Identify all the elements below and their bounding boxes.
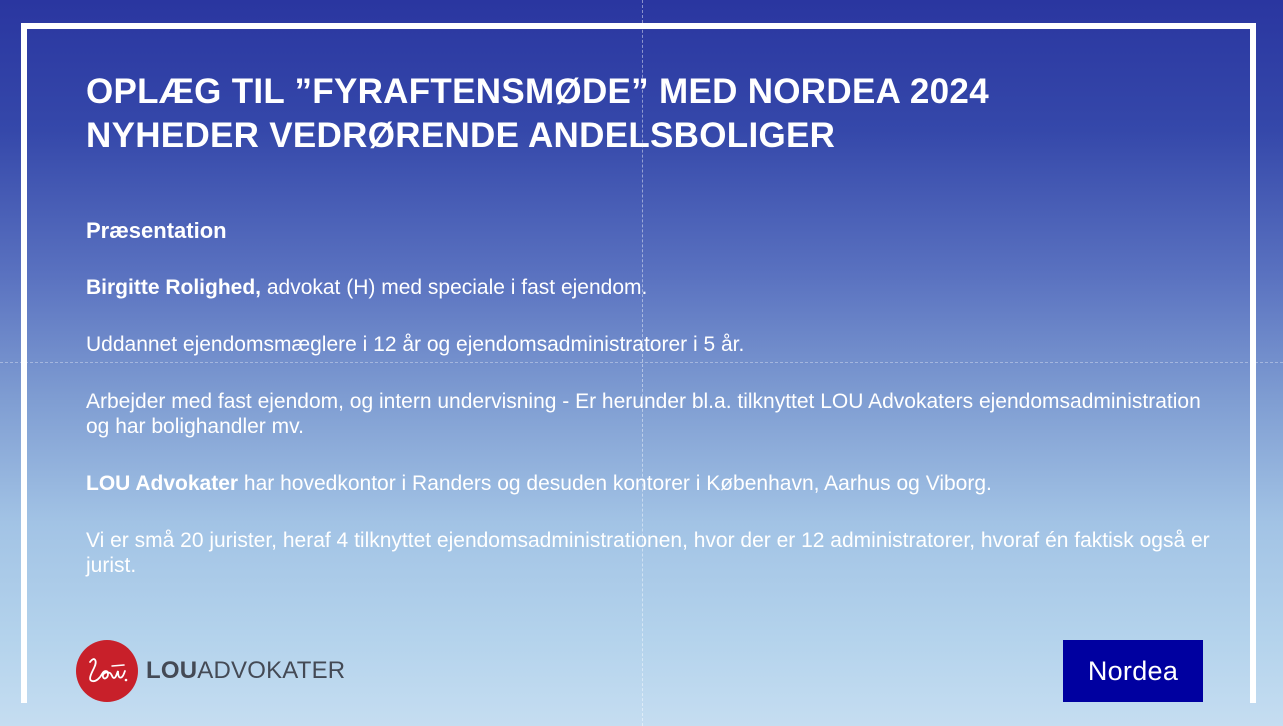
- paragraph-work: Arbejder med fast ejendom, og intern undervisning - Er herunder bl.a. tilknyttet LOU Advokaters ejendomsadministration og har bolighandler mv.: [86, 390, 1201, 438]
- presenter-description: advokat (H) med speciale i fast ejendom.: [261, 276, 648, 299]
- offices-description: har hovedkontor i Randers og desuden kontorer i København, Aarhus og Viborg.: [238, 472, 992, 495]
- firm-name: LOU Advokater: [86, 472, 239, 495]
- nordea-logo: [1063, 640, 1203, 702]
- lou-advokater-logo: [76, 640, 345, 702]
- slide-title[interactable]: [86, 70, 1186, 158]
- title-line-1: OPLÆG TIL ”FYRAFTENSMØDE” MED NORDEA 2024: [86, 72, 989, 111]
- title-line-2: NYHEDER VEDRØRENDE ANDELSBOLIGER: [86, 116, 836, 155]
- slide-body-textbox[interactable]: [86, 218, 1216, 578]
- lou-monogram-icon: [76, 640, 138, 702]
- paragraph-staff: Vi er små 20 jurister, heraf 4 tilknyttet ejendomsadministrationen, hvor der er 12 administratorer, hvoraf én faktisk også er jurist.: [86, 529, 1210, 577]
- lou-wordmark-rest: ADVOKATER: [197, 657, 346, 684]
- lou-signature-icon: [84, 654, 130, 688]
- paragraph-education: Uddannet ejendomsmæglere i 12 år og ejendomsadministratorer i 5 år.: [86, 333, 745, 356]
- section-heading: Præsentation: [86, 218, 227, 243]
- paragraph-presenter: [86, 275, 1216, 300]
- presenter-name: Birgitte Rolighed,: [86, 276, 261, 299]
- paragraph-offices: [86, 471, 1216, 496]
- lou-wordmark: [146, 657, 345, 685]
- lou-wordmark-bold: LOU: [146, 657, 198, 684]
- nordea-wordmark: Nordea: [1087, 655, 1179, 686]
